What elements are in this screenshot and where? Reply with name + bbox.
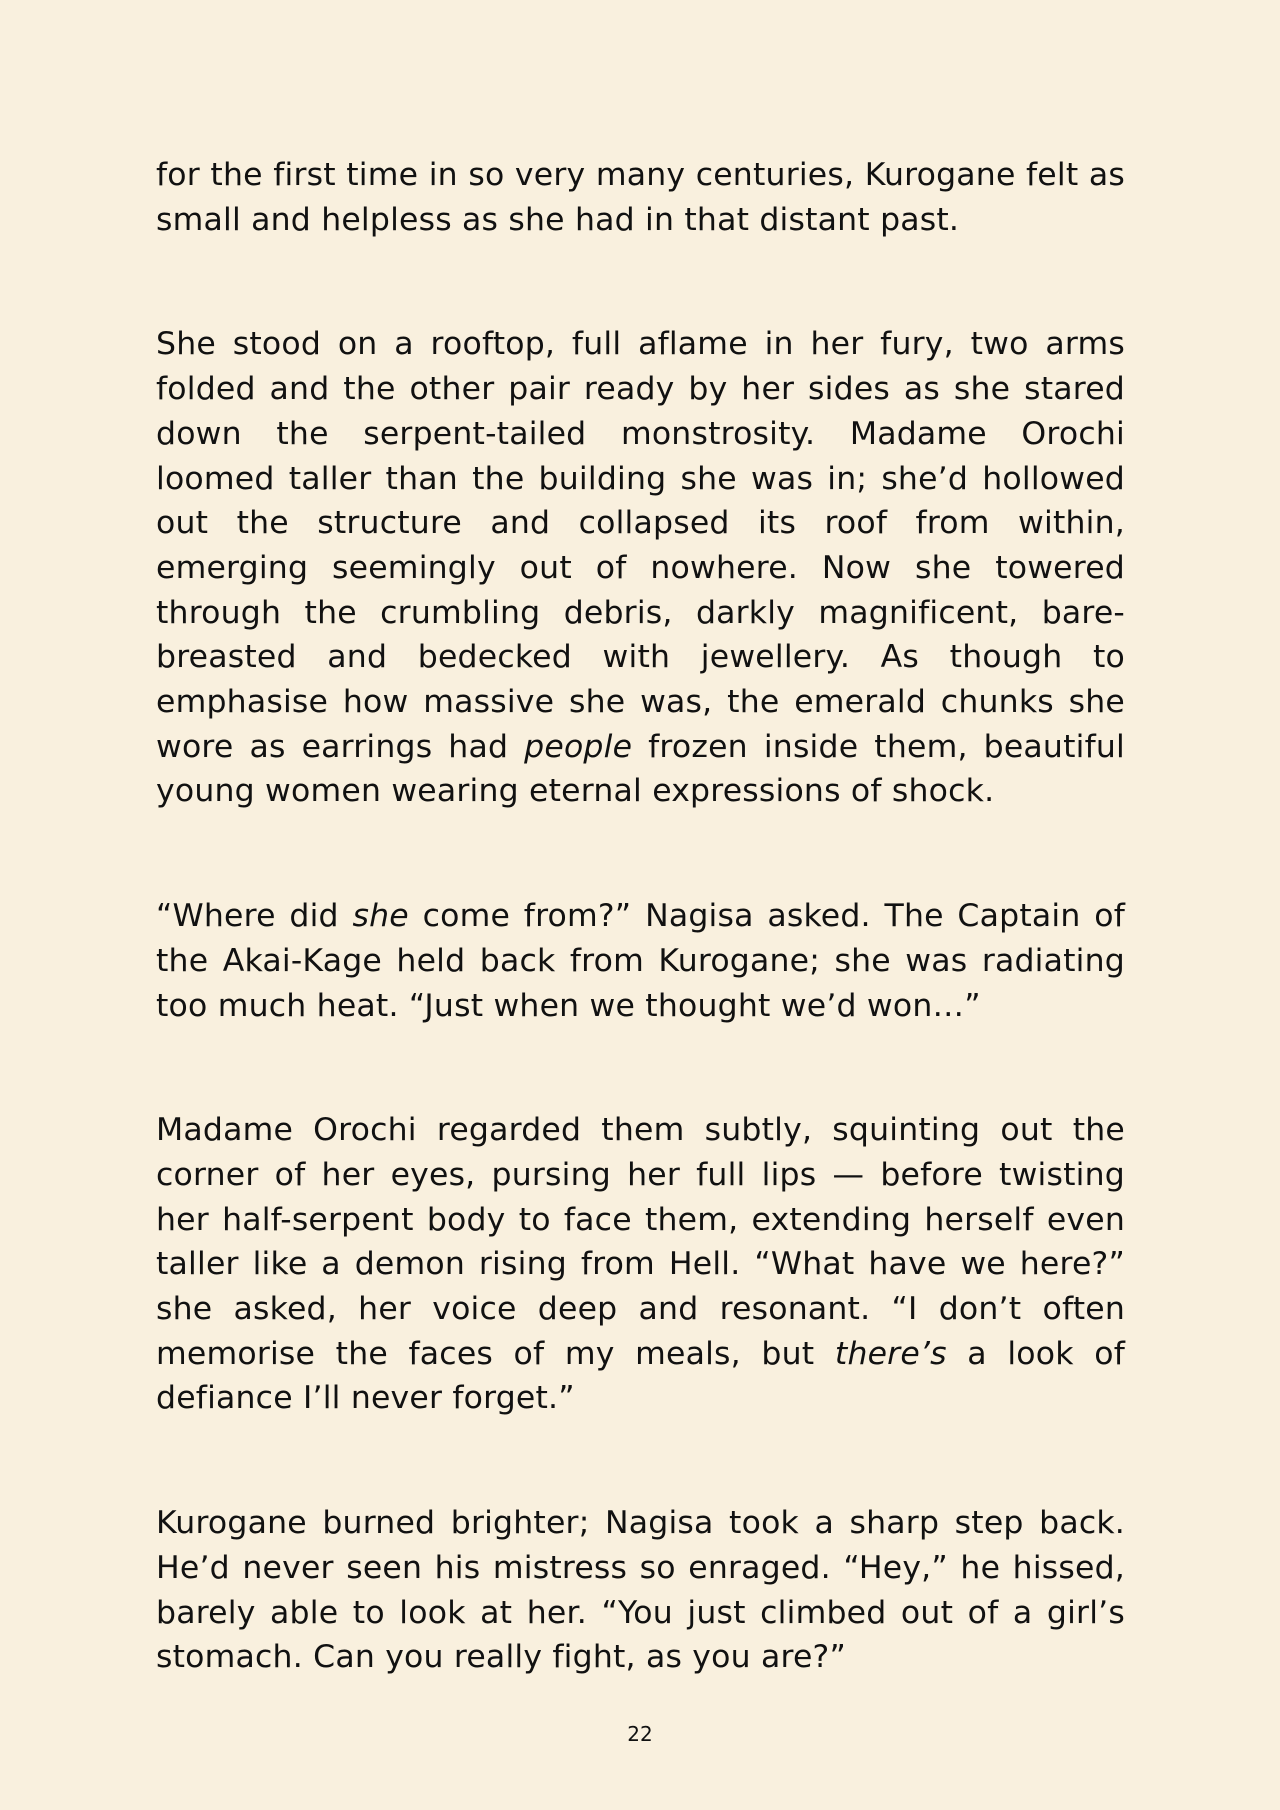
paragraph-2 <box>156 322 1125 814</box>
paragraph-2-text-b: frozen inside them, beautiful young women wearing eternal expressions of shock. <box>156 728 1126 810</box>
paragraph-4 <box>156 1108 1125 1421</box>
paragraph-4-text-a: Madame Orochi regarded them subtly, squinting out the corner of her eyes, pursing her full lips — before twisting her half-serpent body to face them, extending herself even taller like a demon rising from Hell. “What have we here?” she asked, her voice deep and resonant. “I don’t often memorise the faces of my meals, but <box>156 1112 1125 1372</box>
paragraph-5-text: Kurogane burned brighter; Nagisa took a sharp step back. He’d never seen his mistress so enraged. “Hey,” he hissed, barely able to look at her. “You just climbed out of a girl’s stomach. Can you really fight, as you are?” <box>156 1505 1125 1676</box>
paragraph-4-italic: there’s <box>834 1335 947 1372</box>
page-number: 22 <box>627 1722 653 1746</box>
paragraph-3 <box>156 894 1125 1028</box>
paragraph-5 <box>156 1501 1125 1680</box>
paragraph-2-italic: people <box>524 728 633 765</box>
paragraph-3-italic: she <box>352 898 409 935</box>
page-body <box>156 153 1125 1760</box>
paragraph-1-text: for the first time in so very many centuries, Kurogane felt as small and helpless as she had in that distant past. <box>156 157 1125 238</box>
paragraph-3-text-a: “Where did <box>156 898 353 935</box>
paragraph-3-text-b: come from?” Nagisa asked. The Captain of the Akai-Kage held back from Kurogane; she was radiating too much heat. “Just when we thought we’d won…” <box>156 898 1125 1024</box>
paragraph-4-text-b: a look of defiance I’ll never forget.” <box>156 1335 1125 1417</box>
paragraph-1 <box>156 153 1125 242</box>
paragraph-2-text-a: She stood on a rooftop, full aflame in her fury, two arms folded and the other pair ready by her sides as she stared down the serpent-tailed monstrosity. Madame Orochi loomed taller than the building she was in; she’d hollowed out the structure and collapsed its roof from within, emerging seemingly out of nowhere. Now she towered through the crumbling debris, darkly magnificent, bare-breasted and bedecked with jewellery. As though to emphasise how massive she was, the emerald chunks she wore as earrings had <box>156 326 1125 765</box>
